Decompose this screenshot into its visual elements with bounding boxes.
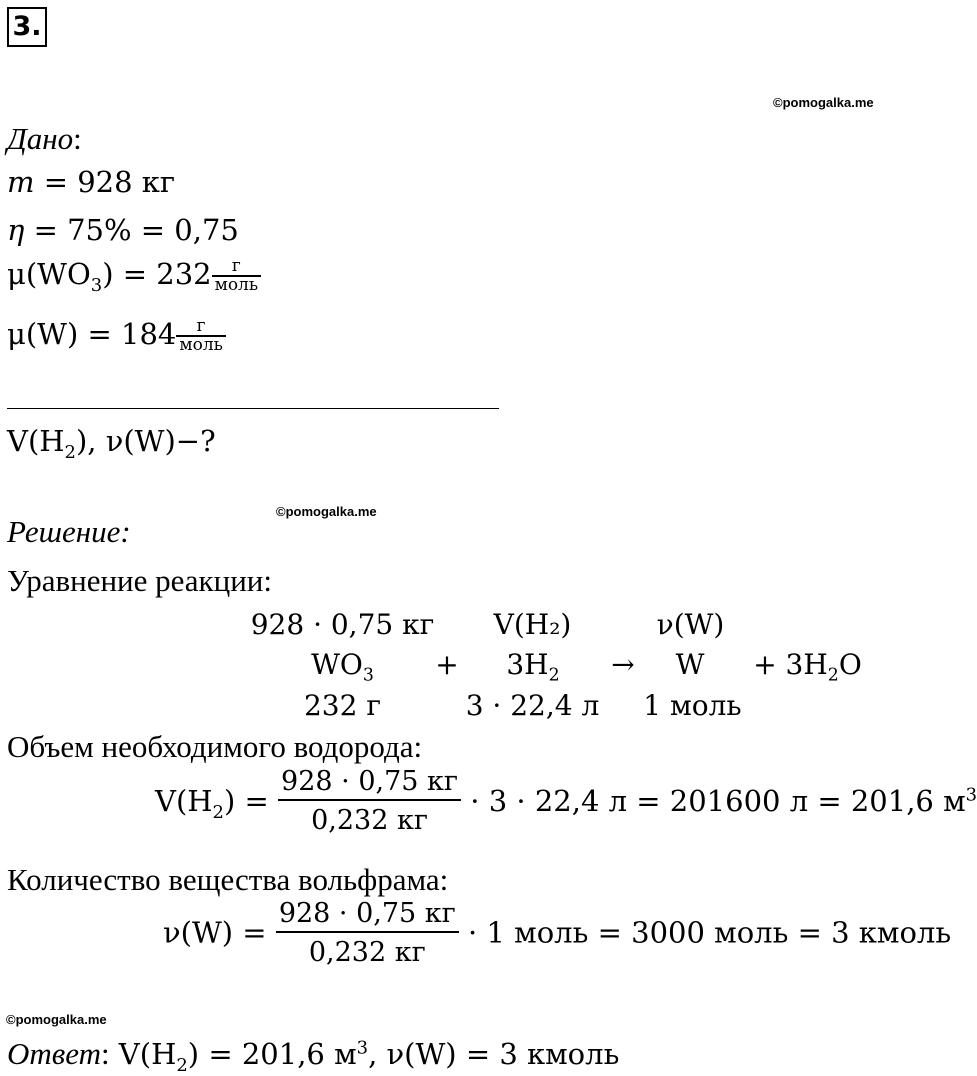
- given-colon: :: [73, 121, 82, 156]
- find-v-rhs: ), ν(W)−?: [75, 424, 216, 458]
- given-mass: [7, 165, 176, 199]
- find-v-sub: 2: [64, 441, 76, 463]
- answer-sup: 3: [356, 1037, 369, 1059]
- reactant-wo3-sub: 3: [362, 665, 374, 686]
- volume-fraction: [278, 768, 461, 834]
- reaction-top-mass: 928 · 0,75 кг: [250, 608, 435, 641]
- equation-label: Уравнение реакции:: [7, 563, 272, 598]
- given-heading: [7, 121, 82, 157]
- problem-number: 3.: [7, 7, 47, 47]
- watermark: ©pomogalka.me: [276, 504, 377, 519]
- volume-numerator: 928 · 0,75 кг: [281, 766, 459, 797]
- product-h2o: [745, 648, 870, 686]
- plus-sign: +: [435, 648, 459, 681]
- answer-text1: V(H: [109, 1037, 177, 1071]
- product-h2o-text: + 3H: [753, 648, 828, 681]
- unit-fraction: [176, 318, 226, 354]
- eta-value: = 75% = 0,75: [24, 213, 239, 247]
- answer-label: Ответ: [7, 1036, 101, 1071]
- solution-label: Решение:: [7, 514, 131, 549]
- amount-denominator: 0,232 кг: [308, 937, 426, 968]
- find-v-lhs: V(H: [7, 424, 65, 458]
- mass-value: = 928 кг: [34, 165, 176, 199]
- product-h2o-end: O: [838, 648, 862, 681]
- reaction-bottom-mass: 232 г: [303, 689, 381, 722]
- mu-wo3-lhs: μ(WO: [7, 257, 91, 291]
- amount-equation: [163, 900, 951, 966]
- unit-fraction: [212, 258, 262, 294]
- mass-variable: m: [7, 165, 35, 199]
- volume-lhs-sub: 2: [212, 801, 224, 823]
- product-h2o-sub: 2: [827, 665, 839, 686]
- watermark: ©pomogalka.me: [773, 95, 874, 110]
- unit-numerator: г: [196, 316, 206, 336]
- volume-lhs-end: ) =: [223, 783, 269, 818]
- amount-label: Количество вещества вольфрама:: [7, 862, 449, 897]
- answer-text2: ) = 201,6 м: [187, 1037, 357, 1071]
- answer-text3: , ν(W) = 3 кмоль: [368, 1037, 620, 1071]
- answer-volume: [109, 1037, 620, 1076]
- amount-lhs: ν(W) =: [163, 915, 267, 950]
- given-molar-mass-wo3: [7, 258, 261, 294]
- answer-colon: :: [100, 1036, 110, 1071]
- amount-rhs: · 1 моль = 3000 моль = 3 кмоль: [468, 915, 952, 950]
- reactant-h2-sub: 2: [548, 665, 560, 686]
- volume-lhs-text: V(H: [155, 783, 213, 818]
- reactant-h2-text: 3H: [506, 648, 549, 681]
- reactant-h2: [483, 648, 583, 686]
- unit-numerator: г: [231, 256, 241, 276]
- mu-wo3-rhs: ) = 232: [102, 257, 212, 291]
- answer-line: [7, 1036, 620, 1076]
- eta-variable: η: [7, 213, 25, 247]
- product-w: W: [675, 648, 705, 681]
- unit-denominator: моль: [214, 275, 259, 295]
- given-molar-mass-w: [7, 318, 226, 354]
- volume-denominator: 0,232 кг: [311, 805, 428, 836]
- amount-fraction: [276, 900, 459, 966]
- volume-rhs-sup: 3: [965, 783, 977, 805]
- volume-label: Объем необходимого водорода:: [7, 729, 423, 764]
- volume-rhs-text: · 3 · 22,4 л = 201600 л = 201,6 м: [470, 783, 966, 818]
- watermark: ©pomogalka.me: [6, 1012, 107, 1027]
- reactant-wo3: [280, 648, 405, 686]
- volume-equation: [155, 768, 977, 834]
- reaction-top-amount: ν(W): [656, 608, 725, 641]
- reaction-arrow: →: [611, 648, 635, 681]
- given-efficiency: [7, 213, 239, 247]
- given-divider: [7, 408, 499, 409]
- volume-lhs: [155, 783, 269, 823]
- given-label: Дано: [7, 121, 74, 156]
- reactant-wo3-text: WO: [311, 648, 363, 681]
- unit-denominator: моль: [179, 335, 223, 355]
- volume-rhs: [470, 784, 977, 818]
- mu-w-lhs: μ(W) = 184: [7, 317, 177, 351]
- mu-wo3-sub: 3: [90, 274, 103, 296]
- reaction-top-volume: V(H₂): [493, 608, 572, 641]
- reaction-bottom-amount: 1 моль: [643, 689, 742, 722]
- reaction-bottom-volume: 3 · 22,4 л: [465, 689, 600, 722]
- amount-numerator: 928 · 0,75 кг: [278, 898, 456, 929]
- find-line: [7, 424, 216, 463]
- answer-sub: 2: [176, 1054, 188, 1076]
